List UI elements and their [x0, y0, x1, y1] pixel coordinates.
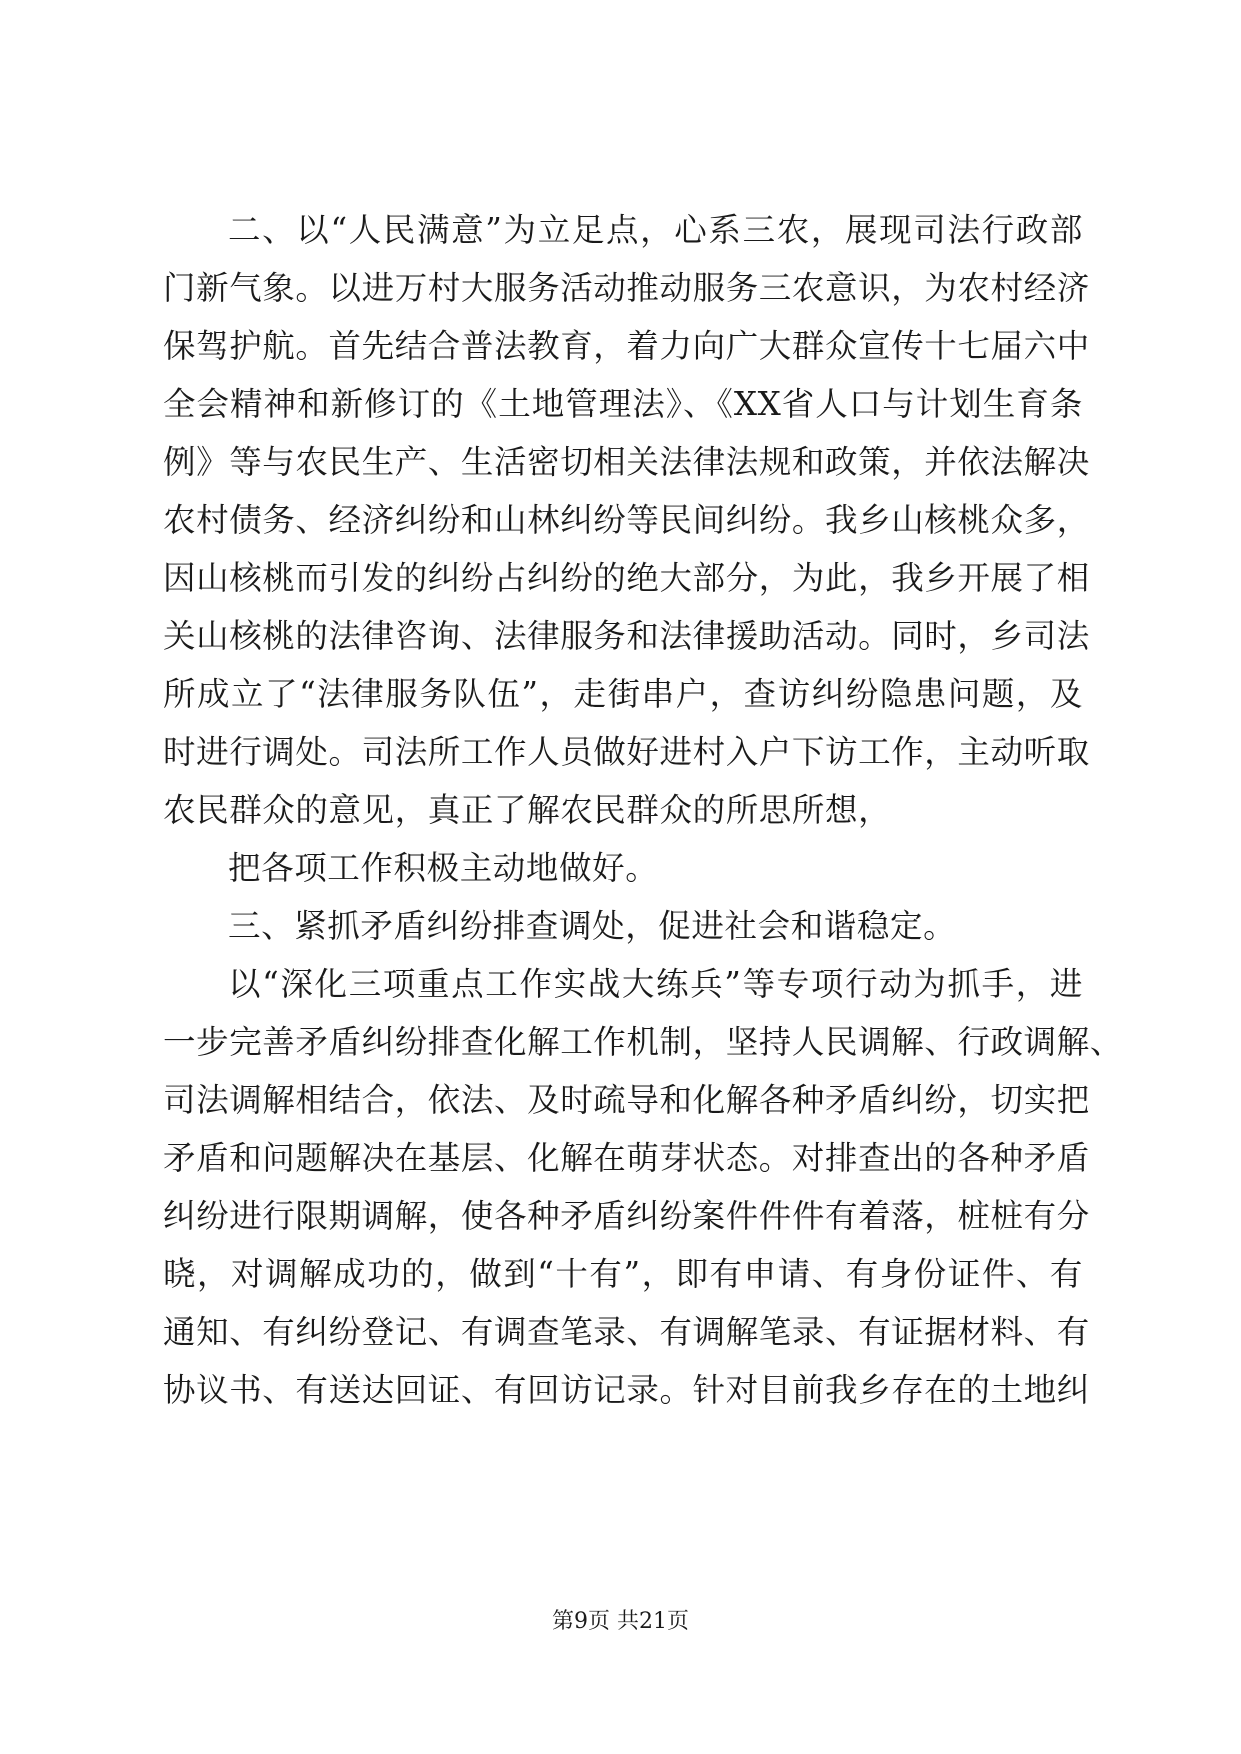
text-line: 纠纷进行限期调解，使各种矛盾纠纷案件件件有着落，桩桩有分 [163, 1197, 1090, 1235]
text-line: 农民群众的意见，真正了解农民群众的所思所想， [163, 791, 892, 829]
text-line: 例》等与农民生产、生活密切相关法律法规和政策，并依法解决 [163, 443, 1090, 481]
text-line: 农村债务、经济纠纷和山林纠纷等民间纠纷。我乡山核桃众多， [163, 501, 1090, 539]
text-line: 司法调解相结合，依法、及时疏导和化解各种矛盾纠纷，切实把 [163, 1081, 1090, 1119]
text-line: 通知、有纠纷登记、有调查笔录、有调解笔录、有证据材料、有 [163, 1313, 1090, 1351]
text-line: 时进行调处。司法所工作人员做好进村入户下访工作，主动听取 [163, 733, 1090, 771]
text-line: 一步完善矛盾纠纷排查化解工作机制，坚持人民调解、行政调解、 [163, 1023, 1123, 1061]
text-line: 把各项工作积极主动地做好。 [228, 849, 659, 887]
text-line: 保驾护航。首先结合普法教育，着力向广大群众宣传十七届六中 [163, 327, 1090, 365]
text-line: 二、以“人民满意”为立足点，心系三农，展现司法行政部 [228, 211, 1083, 249]
text-line: 门新气象。以进万村大服务活动推动服务三农意识，为农村经济 [163, 269, 1090, 307]
text-line: 晓，对调解成功的，做到“十有”，即有申请、有身份证件、有 [163, 1255, 1083, 1293]
text-line: 全会精神和新修订的《土地管理法》、《XX省人口与计划生育条 [163, 385, 1083, 423]
text-line: 所成立了“法律服务队伍”，走街串户，查访纠纷隐患问题，及 [163, 675, 1083, 713]
text-line: 因山核桃而引发的纠纷占纠纷的绝大部分，为此，我乡开展了相 [163, 559, 1090, 597]
text-line: 关山核桃的法律咨询、法律服务和法律援助活动。同时，乡司法 [163, 617, 1090, 655]
text-line: 协议书、有送达回证、有回访记录。针对目前我乡存在的土地纠 [163, 1371, 1090, 1409]
text-line: 以“深化三项重点工作实战大练兵”等专项行动为抓手，进 [228, 965, 1083, 1003]
section-heading: 三、紧抓矛盾纠纷排查调处，促进社会和谐稳定。 [228, 907, 957, 945]
text-line: 矛盾和问题解决在基层、化解在萌芽状态。对排查出的各种矛盾 [163, 1139, 1090, 1177]
page-number-footer: 第9页 共21页 [552, 1609, 689, 1634]
